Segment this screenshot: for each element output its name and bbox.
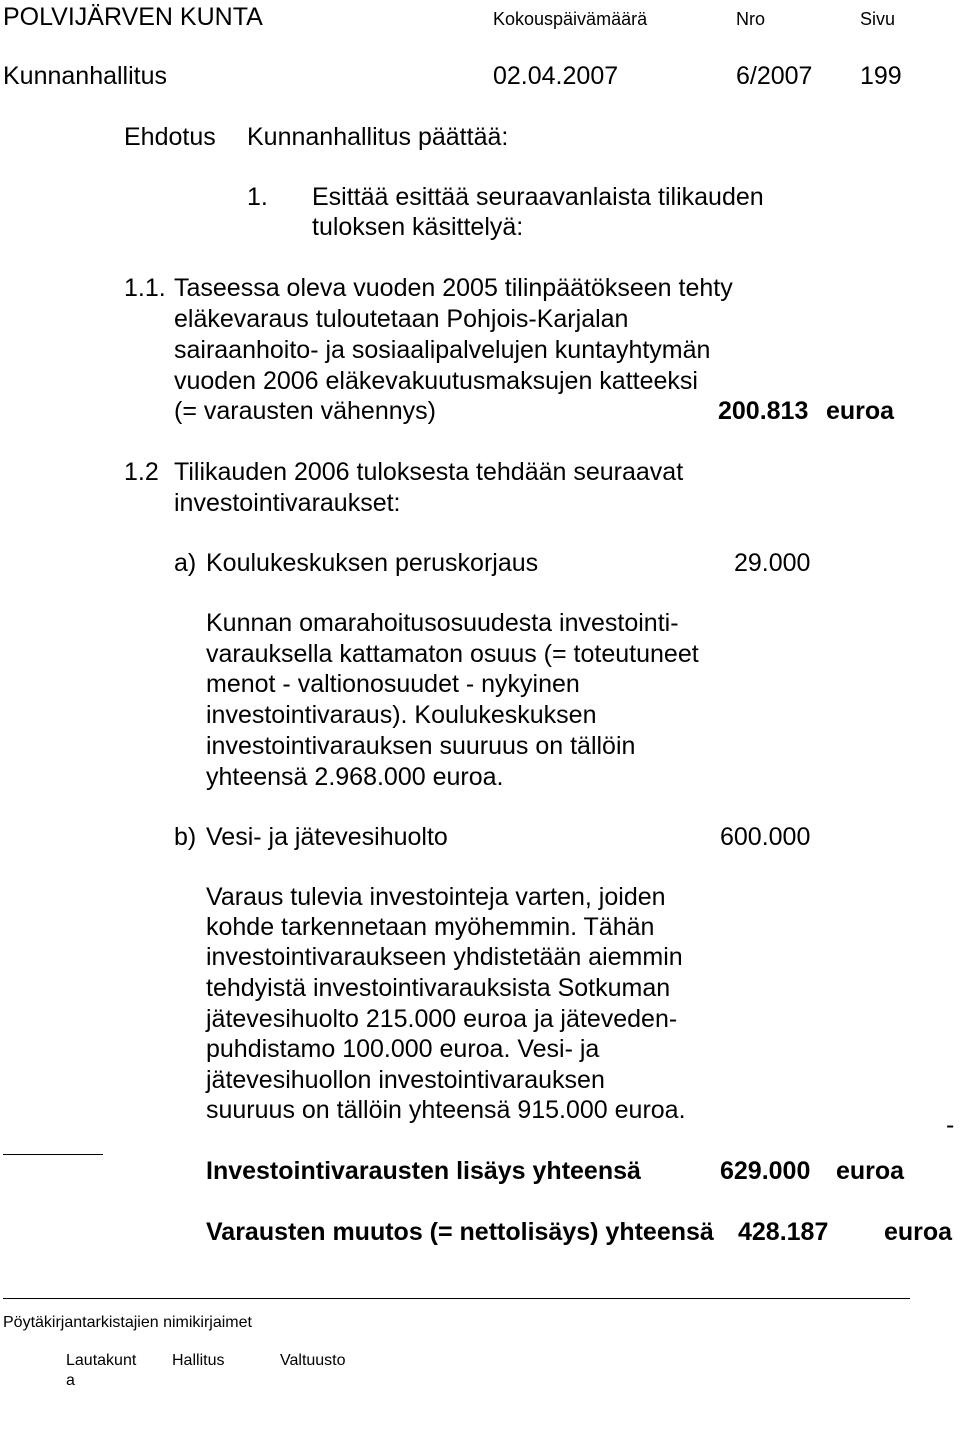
- section-1-2-line: investointivaraukset:: [174, 489, 401, 517]
- page-number: 199: [860, 62, 902, 90]
- item-a-desc-line: varauksella kattamaton osuus (= toteutuneet: [206, 640, 699, 668]
- section-1-1-line: eläkevaraus tuloutetaan Pohjois-Karjalan: [174, 305, 629, 333]
- footer-col-government: Hallitus: [172, 1352, 225, 1369]
- item-a-title: Koulukeskuksen peruskorjaus: [206, 549, 539, 577]
- section-1-1-line: (= varausten vähennys): [174, 397, 436, 425]
- item-a-desc-line: Kunnan omarahoitusosuudesta investointi-: [206, 609, 679, 637]
- margin-rule: [3, 1154, 103, 1155]
- item-b-amount: 600.000: [720, 823, 811, 851]
- section-1-1-number: 1.1.: [124, 274, 166, 302]
- footer-col-board-line2: a: [66, 1372, 75, 1389]
- proposal-label: Ehdotus: [124, 123, 216, 151]
- invest-total-amount: 629.000: [720, 1157, 811, 1185]
- section-1-2-number: 1.2: [124, 458, 159, 486]
- item-b-letter: b): [174, 823, 197, 851]
- section-1-1-amount: 200.813: [718, 397, 809, 425]
- item-b-desc-line: kohde tarkennetaan myöhemmin. Tähän: [206, 913, 655, 941]
- item-b-desc-line: suuruus on tällöin yhteensä 915.000 euroa.: [206, 1096, 686, 1124]
- section-1-1-unit: euroa: [826, 397, 895, 425]
- item-1-text-line: Esittää esittää seuraavanlaista tilikauden: [312, 183, 764, 211]
- item-a-letter: a): [174, 549, 197, 577]
- nro-label: Nro: [736, 9, 766, 29]
- change-total-unit: euroa: [884, 1218, 953, 1246]
- footer-rule: [3, 1298, 910, 1299]
- section-1-1-line: sairaanhoito- ja sosiaalipalvelujen kuntayhtymän: [174, 336, 711, 364]
- item-b-desc-line: investointivaraukseen yhdistetään aiemmin: [206, 943, 683, 971]
- item-a-desc-line: investointivaraus). Koulukeskuksen: [206, 701, 597, 729]
- trailing-dash: -: [946, 1111, 955, 1139]
- item-b-desc-line: jätevesihuolto 215.000 euroa ja jäteveden-: [206, 1005, 678, 1033]
- page-label: Sivu: [860, 9, 896, 29]
- item-b-desc-line: jätevesihuollon investointivarauksen: [206, 1066, 605, 1094]
- item-1-number: 1.: [247, 183, 268, 211]
- change-total-label: Varausten muutos (= nettolisäys) yhteensä: [206, 1218, 714, 1246]
- municipality-name: POLVIJÄRVEN KUNTA: [3, 3, 263, 31]
- invest-total-unit: euroa: [836, 1157, 905, 1185]
- meeting-date-label: Kokouspäivämäärä: [493, 9, 648, 29]
- invest-total-label: Investointivarausten lisäys yhteensä: [206, 1157, 641, 1185]
- meeting-date: 02.04.2007: [493, 62, 619, 90]
- meeting-nro: 6/2007: [736, 62, 813, 90]
- item-b-desc-line: Varaus tulevia investointeja varten, joiden: [206, 883, 666, 911]
- section-1-1-line: Taseessa oleva vuoden 2005 tilinpäätökseen tehty: [174, 274, 733, 302]
- footer-title: Pöytäkirjantarkistajien nimikirjaimet: [3, 1314, 252, 1331]
- item-a-desc-line: menot - valtionosuudet - nykyinen: [206, 670, 580, 698]
- proposal-intro: Kunnanhallitus päättää:: [247, 123, 509, 151]
- section-1-2-line: Tilikauden 2006 tuloksesta tehdään seuraavat: [174, 458, 684, 486]
- footer-col-board-line1: Lautakunt: [66, 1352, 137, 1369]
- item-a-desc-line: yhteensä 2.968.000 euroa.: [206, 763, 504, 791]
- item-b-desc-line: tehdyistä investointivarauksista Sotkuman: [206, 974, 671, 1002]
- item-b-title: Vesi- ja jätevesihuolto: [206, 823, 448, 851]
- section-1-1-line: vuoden 2006 eläkevakuutusmaksujen katteeksi: [174, 367, 698, 395]
- footer-col-council: Valtuusto: [280, 1352, 346, 1369]
- item-a-amount: 29.000: [734, 549, 811, 577]
- item-1-text-line: tuloksen käsittelyä:: [312, 213, 524, 241]
- body-name: Kunnanhallitus: [3, 62, 168, 90]
- item-b-desc-line: puhdistamo 100.000 euroa. Vesi- ja: [206, 1035, 600, 1063]
- change-total-amount: 428.187: [738, 1218, 829, 1246]
- item-a-desc-line: investointivarauksen suuruus on tällöin: [206, 732, 636, 760]
